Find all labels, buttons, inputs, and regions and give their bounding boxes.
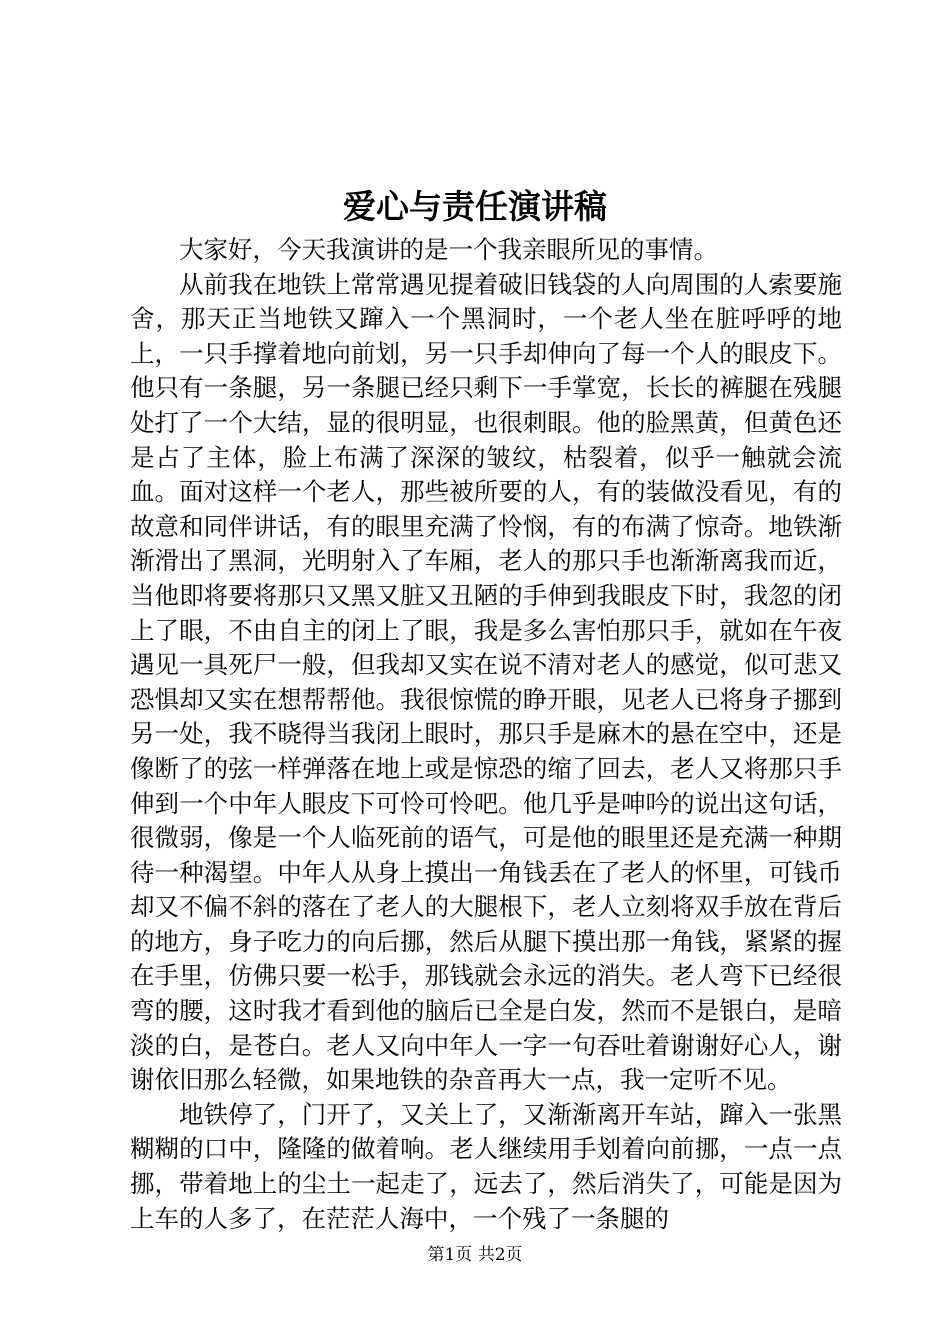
paragraph: 大家好，今天我演讲的是一个我亲眼所见的事情。: [179, 235, 718, 264]
paragraph: 地铁停了，门开了，又关上了，又渐渐离开车站，蹿入一张黑糊糊的口中，隆隆的做着响。老人继续用手划着向前挪，一点一点挪，带着地上的尘土一起走了，远去了，然后消失了，可能是因为上车的人多了，在茫茫人海中，一个残了一条腿的: [130, 1099, 842, 1233]
page-footer: 第1页 共2页: [427, 1245, 523, 1265]
paragraph: 从前我在地铁上常常遇见提着破旧钱袋的人向周围的人索要施舍，那天正当地铁又蹿入一个黑洞时，一个老人坐在脏呼呼的地上，一只手撑着地向前划，另一只手却伸向了每一个人的眼皮下。他只有一条腿，另一条腿已经只剩下一手掌宽，长长的裤腿在残腿处打了一个大结，显的很明显，也很刺眼。他的脸黑黄，但黄色还是占了主体，脸上布满了深深的皱纹，枯裂着，似乎一触就会流血。面对这样一个老人，那些被所要的人，有的装做没看见，有的故意和同伴讲话，有的眼里充满了怜悯，有的布满了惊奇。地铁渐渐滑出了黑洞，光明射入了车厢，老人的那只手也渐渐离我而近，当他即将要将那只又黑又脏又丑陋的手伸到我眼皮下时，我忽的闭上了眼，不由自主的闭上了眼，我是多么害怕那只手，就如在午夜遇见一具死尸一般，但我却又实在说不清对老人的感觉，似可悲又恐惧却又实在想帮帮他。我很惊慌的睁开眼，见老人已将身子挪到另一处，我不晓得当我闭上眼时，那只手是麻木的悬在空中，还是像断了的弦一样弹落在地上或是惊恐的缩了回去，老人又将那只手伸到一个中年人眼皮下可怜可怜吧。他几乎是呻吟的说出这句话，很微弱，像是一个人临死前的语气，可是他的眼里还是充满一种期待一种渴望。中年人从身上摸出一角钱丢在了老人的怀里，可钱币却又不偏不斜的落在了老人的大腿根下，老人立刻将双手放在背后的地方，身子吃力的向后挪，然后从腿下摸出那一角钱，紧紧的握在手里，仿佛只要一松手，那钱就会永远的消失。老人弯下已经很弯的腰，这时我才看到他的脑后已全是白发，然而不是银白，是暗淡的白，是苍白。老人又向中年人一字一句吞吐着谢谢好心人，谢谢依旧那么轻微，如果地铁的杂音再大一点，我一定听不见。: [130, 269, 842, 1095]
document-title: 爱心与责任演讲稿: [343, 187, 607, 226]
document-body: [130, 233, 842, 1236]
